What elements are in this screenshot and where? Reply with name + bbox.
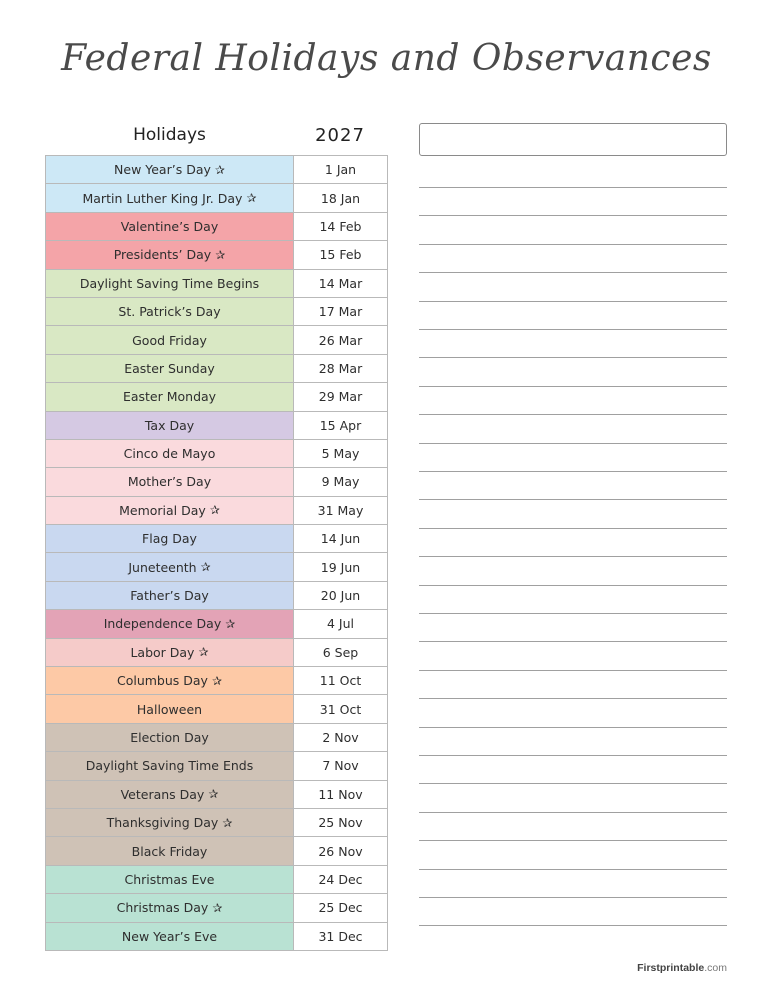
holiday-name: Veterans Day (120, 786, 205, 802)
holiday-name: Black Friday (131, 843, 208, 859)
table-row (46, 667, 387, 695)
table-row (46, 724, 387, 752)
table-row (46, 184, 387, 212)
holiday-name-cell (46, 497, 294, 524)
holiday-name: Tax Day (144, 417, 195, 433)
holiday-date: 24 Dec (294, 866, 387, 893)
table-row (46, 553, 387, 581)
note-line[interactable] (419, 357, 727, 358)
star-outline-icon: ✰ (200, 560, 211, 575)
note-line[interactable] (419, 727, 727, 728)
holiday-name: Good Friday (132, 332, 207, 348)
holiday-date: 11 Nov (294, 781, 387, 808)
table-row (46, 809, 387, 837)
holiday-name: New Year’s Day (114, 162, 211, 178)
holiday-name-cell (46, 184, 294, 211)
holiday-name-cell (46, 781, 294, 808)
holiday-name: Independence Day (103, 616, 222, 632)
holiday-name-cell (46, 695, 294, 722)
brand-footer (637, 962, 727, 974)
holiday-name-cell (46, 667, 294, 694)
holiday-date: 29 Mar (294, 383, 387, 410)
table-row (46, 582, 387, 610)
table-row (46, 894, 387, 922)
holiday-name-cell (46, 809, 294, 836)
holiday-date: 5 May (294, 440, 387, 467)
table-row (46, 866, 387, 894)
note-line[interactable] (419, 329, 727, 330)
table-row (46, 156, 387, 184)
holiday-name-cell (46, 270, 294, 297)
note-line[interactable] (419, 698, 727, 699)
holiday-date: 26 Mar (294, 326, 387, 353)
table-row (46, 752, 387, 780)
holiday-date: 14 Mar (294, 270, 387, 297)
table-row (46, 610, 387, 638)
star-outline-icon: ✰ (215, 247, 226, 262)
holiday-date: 31 May (294, 497, 387, 524)
holiday-name: Juneteenth (128, 559, 197, 575)
note-line[interactable] (419, 499, 727, 500)
holiday-date: 14 Feb (294, 213, 387, 240)
holiday-name-cell (46, 837, 294, 864)
holiday-date: 2 Nov (294, 724, 387, 751)
holiday-name: Father’s Day (130, 588, 209, 604)
table-row (46, 241, 387, 269)
holiday-date: 14 Jun (294, 525, 387, 552)
holiday-name: Christmas Day (116, 900, 209, 916)
holiday-date: 31 Dec (294, 923, 387, 950)
table-row (46, 383, 387, 411)
star-outline-icon: ✰ (212, 900, 223, 915)
holiday-name: Presidents’ Day (113, 247, 212, 263)
star-outline-icon: ✰ (214, 162, 225, 177)
holiday-name-cell (46, 241, 294, 268)
holiday-name: Thanksgiving Day (106, 815, 219, 831)
holiday-name: Christmas Eve (124, 871, 215, 887)
note-line[interactable] (419, 641, 727, 642)
holiday-name-cell (46, 724, 294, 751)
notes-area (419, 123, 727, 156)
holiday-date: 31 Oct (294, 695, 387, 722)
holiday-name: Daylight Saving Time Begins (79, 275, 260, 291)
holiday-date: 26 Nov (294, 837, 387, 864)
star-outline-icon: ✰ (209, 503, 220, 518)
holiday-name-cell (46, 866, 294, 893)
holiday-date: 4 Jul (294, 610, 387, 637)
star-outline-icon: ✰ (211, 673, 223, 688)
note-line[interactable] (419, 215, 727, 216)
holiday-name: St. Patrick’s Day (118, 304, 221, 320)
holiday-date: 9 May (294, 468, 387, 495)
holiday-name-cell (46, 156, 294, 183)
table-row (46, 525, 387, 553)
table-row (46, 837, 387, 865)
note-line[interactable] (419, 528, 727, 529)
table-row (46, 213, 387, 241)
holiday-name: Columbus Day (116, 673, 208, 689)
holiday-name: Cinco de Mayo (123, 446, 216, 462)
note-line[interactable] (419, 386, 727, 387)
note-line[interactable] (419, 244, 727, 245)
holiday-name: Election Day (130, 730, 209, 745)
star-outline-icon: ✰ (208, 787, 219, 802)
table-row (46, 639, 387, 667)
note-line[interactable] (419, 301, 727, 302)
holiday-name: Easter Monday (122, 389, 217, 405)
holiday-date: 15 Feb (294, 241, 387, 268)
holiday-name: New Year’s Eve (121, 928, 218, 944)
table-row (46, 326, 387, 354)
holiday-date: 20 Jun (294, 582, 387, 609)
brand-name: Firstprintable (637, 962, 705, 974)
note-line[interactable] (419, 556, 727, 557)
holiday-date: 11 Oct (294, 667, 387, 694)
holiday-name-cell (46, 383, 294, 410)
holiday-name-cell (46, 213, 294, 240)
table-row (46, 298, 387, 326)
holiday-name-cell (46, 582, 294, 609)
holiday-name: Memorial Day (119, 502, 206, 518)
notes-header-box[interactable] (419, 123, 727, 156)
note-line[interactable] (419, 670, 727, 671)
holiday-name: Daylight Saving Time Ends (85, 758, 254, 774)
note-line[interactable] (419, 869, 727, 870)
holiday-name: Valentine’s Day (120, 218, 219, 234)
holiday-name: Martin Luther King Jr. Day (82, 190, 243, 206)
star-outline-icon: ✰ (246, 191, 257, 206)
holiday-name-cell (46, 326, 294, 353)
holiday-date: 28 Mar (294, 355, 387, 382)
table-row (46, 440, 387, 468)
holidays-column-header: Holidays (133, 125, 206, 145)
note-line[interactable] (419, 755, 727, 756)
note-line[interactable] (419, 414, 727, 415)
holiday-name-cell (46, 468, 294, 495)
holiday-table (45, 155, 388, 951)
holiday-name: Labor Day (130, 644, 195, 660)
note-line[interactable] (419, 897, 727, 898)
table-row (46, 468, 387, 496)
holiday-name-cell (46, 923, 294, 950)
holiday-name-cell (46, 639, 294, 666)
note-line[interactable] (419, 471, 727, 472)
note-line[interactable] (419, 187, 727, 188)
holiday-date: 18 Jan (294, 184, 387, 211)
note-line[interactable] (419, 925, 727, 926)
holiday-name-cell (46, 355, 294, 382)
table-row (46, 781, 387, 809)
holiday-name-cell (46, 610, 294, 637)
holiday-name-cell (46, 752, 294, 779)
note-line[interactable] (419, 840, 727, 841)
holiday-date: 17 Mar (294, 298, 387, 325)
holiday-name-cell (46, 553, 294, 580)
table-row (46, 923, 387, 951)
holiday-name-cell (46, 412, 294, 439)
star-outline-icon: ✰ (198, 645, 209, 660)
holiday-name-cell (46, 525, 294, 552)
holiday-date: 7 Nov (294, 752, 387, 779)
holiday-name-cell (46, 894, 294, 921)
brand-suffix: .com (704, 962, 727, 974)
holiday-name-cell (46, 298, 294, 325)
table-row (46, 270, 387, 298)
holiday-name: Mother’s Day (127, 474, 212, 490)
star-outline-icon: ✰ (222, 815, 233, 830)
note-line[interactable] (419, 783, 727, 784)
table-row (46, 497, 387, 525)
holiday-name: Halloween (136, 701, 203, 717)
table-row (46, 355, 387, 383)
holiday-date: 19 Jun (294, 553, 387, 580)
holiday-name-cell (46, 440, 294, 467)
holiday-date: 25 Dec (294, 894, 387, 921)
page-title: Federal Holidays and Observances (61, 38, 712, 79)
table-row (46, 412, 387, 440)
note-line[interactable] (419, 443, 727, 444)
holiday-name: Easter Sunday (124, 360, 215, 376)
holiday-name: Flag Day (142, 531, 197, 547)
holiday-date: 25 Nov (294, 809, 387, 836)
note-line[interactable] (419, 272, 727, 273)
note-line[interactable] (419, 812, 727, 813)
table-row (46, 695, 387, 723)
holiday-date: 6 Sep (294, 639, 387, 666)
note-line[interactable] (419, 585, 727, 586)
holiday-date: 1 Jan (294, 156, 387, 183)
year-column-header: 2027 (315, 125, 365, 146)
note-line[interactable] (419, 613, 727, 614)
star-outline-icon: ✰ (225, 616, 236, 631)
holiday-date: 15 Apr (294, 412, 387, 439)
